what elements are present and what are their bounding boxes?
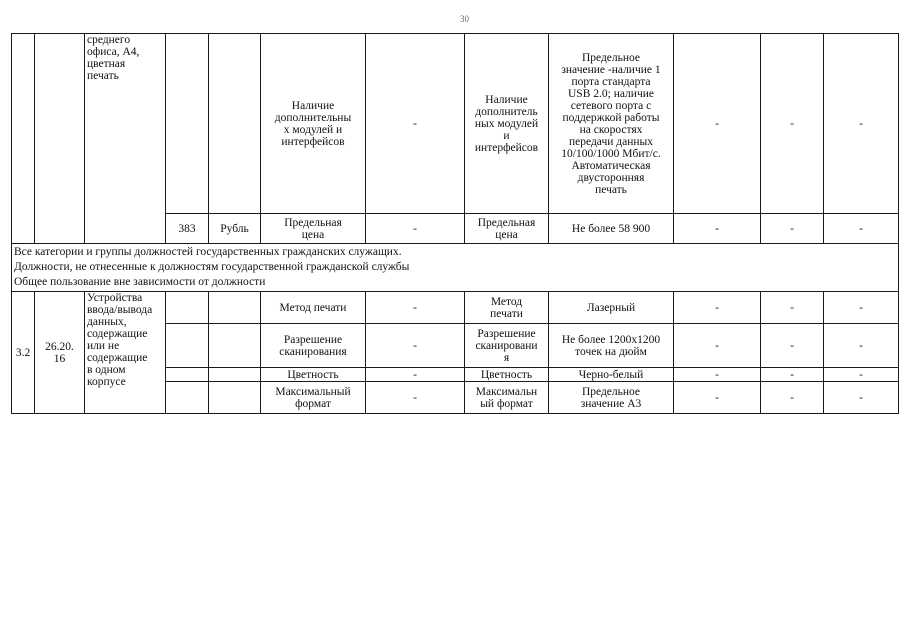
extra-cell-3: - (824, 34, 899, 214)
extra-cell-2: - (761, 382, 824, 414)
value-cell: - (366, 214, 465, 244)
section-header-line: Все категории и группы должностей государственных гражданских служащих. (14, 246, 402, 258)
extra-cell-1: - (674, 324, 761, 368)
extra-cell-2: - (761, 292, 824, 324)
section-header-line: Должности, не отнесенные к должностям государственной гражданской службы (14, 261, 410, 273)
extra-cell-3: - (824, 324, 899, 368)
unit-code-cell (166, 324, 209, 368)
approved-value-cell: Не более 58 900 (549, 214, 674, 244)
extra-cell-1: - (674, 214, 761, 244)
item-number-cell: 3.2 (12, 292, 35, 414)
extra-cell-3: - (824, 382, 899, 414)
characteristic-cell: Цветность (261, 368, 366, 382)
section-header-line: Общее пользование вне зависимости от должности (14, 276, 266, 288)
item-name-cell: среднего офиса, А4, цветная печать (85, 34, 166, 244)
extra-cell-1: - (674, 292, 761, 324)
section-header-row (12, 244, 899, 292)
approved-value-cell: Лазерный (549, 292, 674, 324)
unit-name-cell (209, 368, 261, 382)
page-number: 30 (460, 14, 469, 24)
characteristic-cell: Предельная цена (261, 214, 366, 244)
characteristic-cell: Метод печати (261, 292, 366, 324)
value-cell: - (366, 34, 465, 214)
value-cell: - (366, 324, 465, 368)
extra-cell-2: - (761, 214, 824, 244)
unit-code-cell: 383 (166, 214, 209, 244)
value-cell: - (366, 382, 465, 414)
okpd-code-cell (35, 34, 85, 244)
unit-name-cell (209, 292, 261, 324)
approved-characteristic-cell: Цветность (465, 368, 549, 382)
characteristic-cell: Наличие дополнительны х модулей и интерфейсов (261, 34, 366, 214)
extra-cell-2: - (761, 368, 824, 382)
extra-cell-1: - (674, 368, 761, 382)
unit-code-cell (166, 34, 209, 214)
approved-characteristic-cell: Метод печати (465, 292, 549, 324)
unit-code-cell (166, 382, 209, 414)
characteristic-cell: Разрешение сканирования (261, 324, 366, 368)
table-row (12, 34, 899, 214)
requirements-table (11, 33, 899, 414)
extra-cell-3: - (824, 214, 899, 244)
unit-name-cell: Рубль (209, 214, 261, 244)
unit-name-cell (209, 34, 261, 214)
extra-cell-2: - (761, 324, 824, 368)
unit-code-cell (166, 292, 209, 324)
approved-value-cell: Предельное значение -наличие 1 порта стандарта USB 2.0; наличие сетевого порта с поддержкой работы на скоростях передачи данных 10/100/1000 Мбит/с. Автоматическая двусторонняя печать (549, 34, 674, 214)
value-cell: - (366, 368, 465, 382)
approved-value-cell: Предельное значение А3 (549, 382, 674, 414)
approved-value-cell: Черно-белый (549, 368, 674, 382)
extra-cell-1: - (674, 34, 761, 214)
section-header (12, 244, 899, 292)
approved-characteristic-cell: Наличие дополнитель ных модулей и интерфейсов (465, 34, 549, 214)
table-row (12, 292, 899, 324)
value-cell: - (366, 292, 465, 324)
characteristic-cell: Максимальный формат (261, 382, 366, 414)
extra-cell-3: - (824, 368, 899, 382)
unit-code-cell (166, 368, 209, 382)
extra-cell-2: - (761, 34, 824, 214)
okpd-code-cell: 26.20. 16 (35, 292, 85, 414)
unit-name-cell (209, 382, 261, 414)
approved-characteristic-cell: Разрешение сканировани я (465, 324, 549, 368)
item-number-cell (12, 34, 35, 244)
approved-characteristic-cell: Максимальн ый формат (465, 382, 549, 414)
unit-name-cell (209, 324, 261, 368)
item-name-cell: Устройства ввода/вывода данных, содержащие или не содержащие в одном корпусе (85, 292, 166, 414)
approved-value-cell: Не более 1200x1200 точек на дюйм (549, 324, 674, 368)
approved-characteristic-cell: Предельная цена (465, 214, 549, 244)
extra-cell-3: - (824, 292, 899, 324)
extra-cell-1: - (674, 382, 761, 414)
